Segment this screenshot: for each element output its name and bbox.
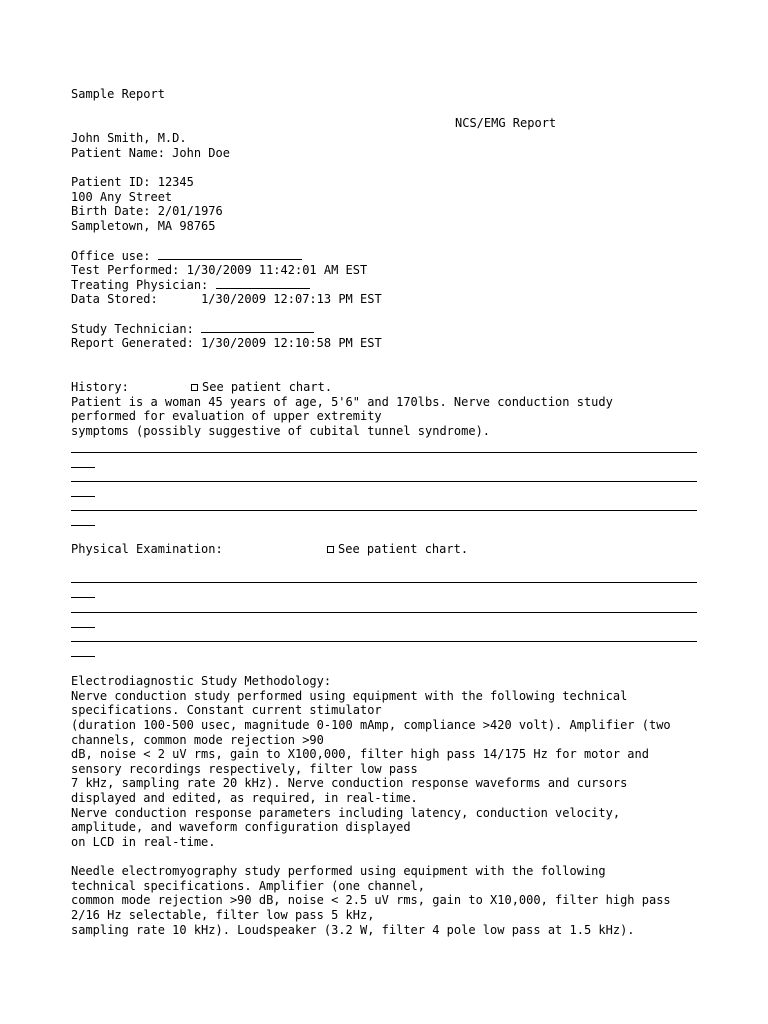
test-performed-label: Test Performed: <box>71 263 180 277</box>
methodology-line: Nerve conduction study performed using equipment with the following technical <box>71 689 628 703</box>
data-stored-label: Data Stored: <box>71 292 158 306</box>
report-type: NCS/EMG Report <box>455 116 557 130</box>
history-text-line: symptoms (possibly suggestive of cubital tunnel syndrome). <box>71 424 491 438</box>
methodology-line: (duration 100-500 usec, magnitude 0-100 mAmp, compliance >420 volt). Amplifier (two <box>71 718 671 732</box>
physician-name: John Smith, M.D. <box>71 131 187 145</box>
birth-date-value: 2/01/1976 <box>157 204 223 218</box>
data-stored-line <box>71 292 382 307</box>
methodology-line: amplitude, and waveform configuration displayed <box>71 820 411 834</box>
checkbox-icon[interactable] <box>327 546 334 553</box>
history-text-line: performed for evaluation of upper extremity <box>71 409 382 423</box>
birth-date-label: Birth Date: <box>71 204 151 218</box>
office-use-line <box>71 248 302 264</box>
physical-exam-checkbox-label: See patient chart. <box>338 542 469 556</box>
emg-line: Needle electromyography study performed using equipment with the following <box>71 864 606 878</box>
address-line-2: Sampletown, MA 98765 <box>71 219 216 233</box>
history-rule <box>71 510 697 511</box>
checkbox-icon[interactable] <box>191 384 198 391</box>
office-use-label: Office use: <box>71 249 151 263</box>
history-checkbox-label: See patient chart. <box>202 380 333 394</box>
patient-name-label: Patient Name: <box>71 146 165 160</box>
test-performed-line <box>71 263 367 278</box>
methodology-line: sensory recordings respectively, filter low pass <box>71 762 418 776</box>
office-use-blank <box>158 248 302 260</box>
treating-physician-blank <box>216 277 310 289</box>
methodology-line: dB, noise < 2 uV rms, gain to X100,000, filter high pass 14/175 Hz for motor and <box>71 747 649 761</box>
patient-id-value: 12345 <box>157 175 194 189</box>
exam-rule <box>71 612 697 613</box>
emg-line: 2/16 Hz selectable, filter low pass 5 kHz, <box>71 908 375 922</box>
emg-line: technical specifications. Amplifier (one channel, <box>71 879 426 893</box>
patient-id-label: Patient ID: <box>71 175 151 189</box>
treating-physician-line <box>71 277 310 293</box>
study-technician-line <box>71 321 314 337</box>
methodology-line: specifications. Constant current stimulator <box>71 703 382 717</box>
exam-rule-stub <box>71 656 95 657</box>
methodology-heading: Electrodiagnostic Study Methodology: <box>71 674 332 688</box>
data-stored-value: 1/30/2009 12:07:13 PM EST <box>201 292 382 306</box>
methodology-line: on LCD in real-time. <box>71 835 216 849</box>
study-technician-blank <box>201 321 314 333</box>
report-generated-line <box>71 336 382 351</box>
history-rule <box>71 452 697 453</box>
report-title: Sample Report <box>71 87 165 101</box>
exam-rule <box>71 641 697 642</box>
report-generated-value: 1/30/2009 12:10:58 PM EST <box>201 336 382 350</box>
history-text-line: Patient is a woman 45 years of age, 5'6" and 170lbs. Nerve conduction study <box>71 395 613 409</box>
history-rule-stub <box>71 467 95 468</box>
exam-rule <box>71 582 697 583</box>
physical-exam-label: Physical Examination: <box>71 542 223 556</box>
history-label: History: <box>71 380 129 394</box>
emg-line: common mode rejection >90 dB, noise < 2.5 uV rms, gain to X10,000, filter high pass <box>71 893 671 907</box>
birth-date-line <box>71 204 223 219</box>
address-line-1: 100 Any Street <box>71 190 173 204</box>
patient-name-value: John Doe <box>172 146 230 160</box>
history-rule <box>71 481 697 482</box>
history-rule-stub <box>71 525 95 526</box>
exam-rule-stub <box>71 597 95 598</box>
treating-physician-label: Treating Physician: <box>71 278 209 292</box>
exam-rule-stub <box>71 627 95 628</box>
report-generated-label: Report Generated: <box>71 336 194 350</box>
emg-line: sampling rate 10 kHz). Loudspeaker (3.2 W, filter 4 pole low pass at 1.5 kHz). <box>71 923 635 937</box>
history-rule-stub <box>71 496 95 497</box>
methodology-line: Nerve conduction response parameters including latency, conduction velocity, <box>71 806 621 820</box>
methodology-line: displayed and edited, as required, in real-time. <box>71 791 418 805</box>
test-performed-value: 1/30/2009 11:42:01 AM EST <box>186 263 368 277</box>
patient-id-line <box>71 175 194 190</box>
history-checkbox-item[interactable] <box>191 380 332 395</box>
physical-exam-checkbox-item[interactable] <box>327 542 468 557</box>
patient-name-line <box>71 146 230 161</box>
methodology-line: channels, common mode rejection >90 <box>71 733 324 747</box>
methodology-line: 7 kHz, sampling rate 20 kHz). Nerve conduction response waveforms and cursors <box>71 776 628 790</box>
study-technician-label: Study Technician: <box>71 322 194 336</box>
